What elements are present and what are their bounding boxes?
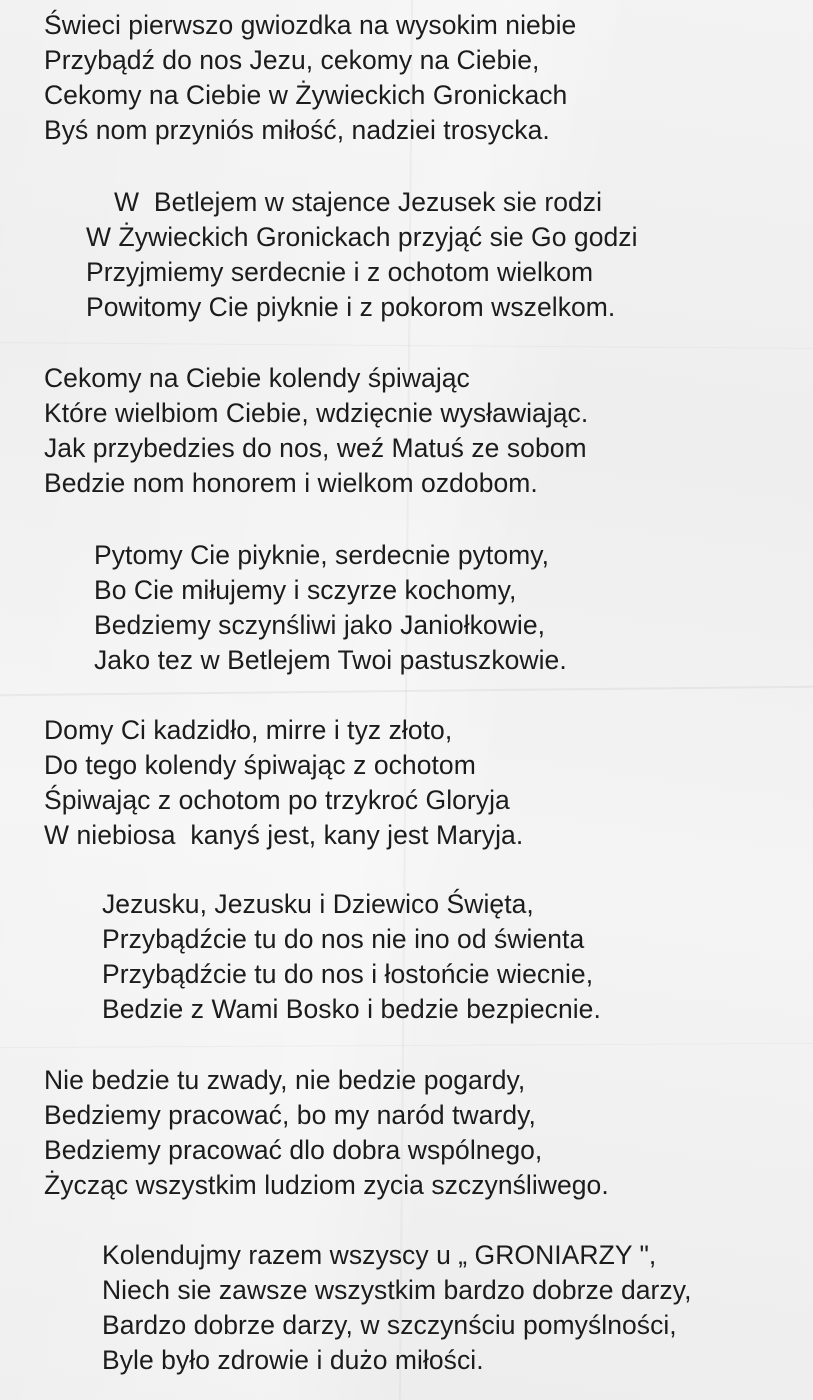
poem-line: Niech sie zawsze wszystkim bardzo dobrze darzy, — [102, 1275, 692, 1305]
poem-line: W niebiosa kanyś jest, kany jest Maryja. — [44, 820, 524, 850]
stanza-7 — [44, 1063, 609, 1203]
poem-line: Przybądźcie tu do nos nie ino od świenta — [102, 924, 585, 954]
stanza-6 — [102, 887, 601, 1027]
poem-line: Bedzie nom honorem i wielkom ozdobom. — [44, 468, 538, 498]
poem-line: Przyjmiemy serdecnie i z ochotom wielkom — [86, 257, 594, 287]
stanza-8 — [102, 1238, 691, 1378]
stanza-4 — [94, 538, 567, 678]
poem-line: Byś nom przyniós miłość, nadziei trosycka. — [44, 115, 550, 145]
poem-line: Cekomy na Ciebie w Żywieckich Gronickach — [44, 80, 568, 110]
poem-line: Bardzo dobrze darzy, w szczynściu pomyślności, — [102, 1310, 677, 1340]
poem-line: Przybądźcie tu do nos i łostońcie wiecnie, — [102, 959, 594, 989]
fold-crease — [0, 1043, 813, 1048]
poem-line: Bedziemy pracować, bo my naród twardy, — [44, 1100, 536, 1130]
poem-line: Kolendujmy razem wszyscy u „ GRONIARZY ", — [102, 1240, 657, 1270]
poem-line: Śpiwając z ochotom po trzykroć Gloryja — [44, 785, 510, 815]
poem-line: Które wielbiom Ciebie, wdzięcnie wysławiając. — [44, 398, 589, 428]
fold-crease — [0, 342, 813, 349]
poem-line: Bedzie z Wami Bosko i bedzie bezpiecnie. — [102, 994, 601, 1024]
poem-line: Jako tez w Betlejem Twoi pastuszkowie. — [94, 645, 567, 675]
stanza-1 — [44, 8, 576, 148]
poem-line: Byle było zdrowie i dużo miłości. — [102, 1345, 484, 1375]
poem-line: Powitomy Cie piyknie i z pokorom wszelkom. — [86, 292, 616, 322]
poem-line: Bedziemy sczynśliwi jako Janiołkowie, — [94, 610, 546, 640]
stanza-5 — [44, 713, 523, 853]
poem-line: Nie bedzie tu zwady, nie bedzie pogardy, — [44, 1065, 526, 1095]
stanza-3 — [44, 361, 588, 501]
poem-line: Jezusku, Jezusku i Dziewico Święta, — [102, 889, 534, 919]
poem-line: Bedziemy pracować dlo dobra wspólnego, — [44, 1135, 543, 1165]
poem-line: Bo Cie miłujemy i sczyrze kochomy, — [94, 575, 517, 605]
poem-line: W Betlejem w stajence Jezusek sie rodzi — [114, 187, 603, 217]
poem-line: Do tego kolendy śpiwając z ochotom — [44, 750, 476, 780]
poem-line: Cekomy na Ciebie kolendy śpiwając — [44, 363, 470, 393]
poem-line: W Żywieckich Gronickach przyjąć sie Go godzi — [86, 222, 638, 252]
poem-line: Życząc wszystkim ludziom zycia szczynśliwego. — [44, 1170, 609, 1200]
stanza-2 — [86, 185, 638, 325]
poem-line: Pytomy Cie piyknie, serdecnie pytomy, — [94, 540, 549, 570]
poem-line: Świeci pierwszo gwiozdka na wysokim niebie — [44, 10, 577, 40]
poem-line: Domy Ci kadzidło, mirre i tyz złoto, — [44, 715, 453, 745]
poem-line: Przybądź do nos Jezu, cekomy na Ciebie, — [44, 45, 540, 75]
poem-line: Jak przybedzies do nos, weź Matuś ze sobom — [44, 433, 587, 463]
